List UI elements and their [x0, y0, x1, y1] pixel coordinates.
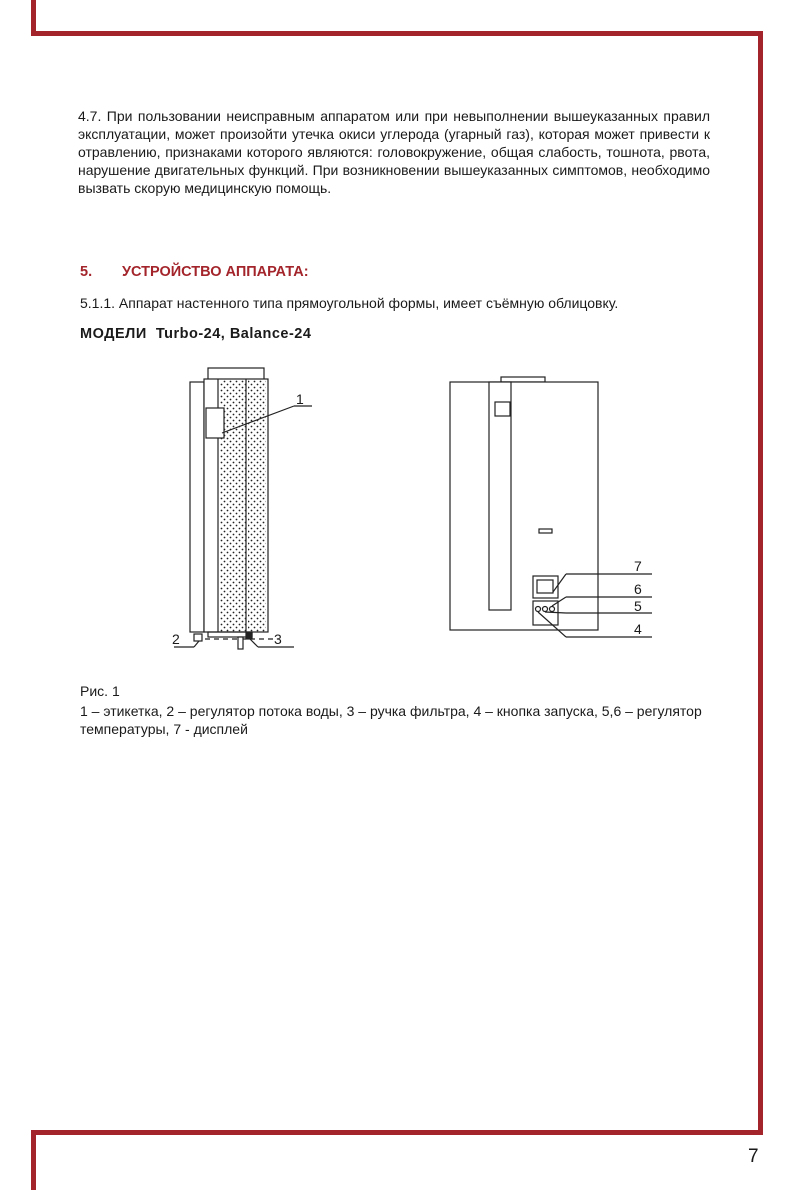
page-number: 7 [748, 1146, 759, 1167]
callout-7: 7 [634, 558, 642, 574]
label-sticker [206, 408, 224, 438]
section-title: УСТРОЙСТВО АППАРАТА: [122, 264, 309, 280]
callout-3: 3 [274, 631, 282, 647]
models-heading: МОДЕЛИ Turbo-24, Balance-24 [80, 326, 312, 342]
frame-border-bottom [31, 1130, 763, 1135]
figure-caption: 1 – этикетка, 2 – регулятор потока воды, 3 – ручка фильтра, 4 – кнопка запуска, 5,6 – регулятор температуры, 7 - дисплей [80, 703, 702, 737]
section-5-heading [80, 264, 309, 280]
front-view [450, 377, 652, 637]
callout-5: 5 [634, 598, 642, 614]
filter-handle [246, 633, 252, 639]
frame-border-right [758, 31, 763, 1135]
section-number: 5. [80, 264, 93, 280]
figure-1-drawing [160, 365, 660, 660]
callout-6: 6 [634, 581, 642, 597]
paragraph-5-1-1: 5.1.1. Аппарат настенного типа прямоугольной формы, имеет съёмную облицовку. [80, 295, 619, 311]
figure-label: Рис. 1 [80, 683, 120, 699]
paragraph-4-7: 4.7. При пользовании неисправным аппаратом или при невыполнении вышеуказанных правил эксплуатации, может произойти утечка окиси углерода (угарный газ), которая может привести к отравлению, признаками которого являются: головокружение, общая слабость, тошнота, рвота, нарушение двигательных функций. При возникновении вышеуказанных симптомов, необходимо вызвать скорую медицинскую помощь. [78, 108, 710, 196]
frame-border-top [31, 31, 763, 36]
callout-2: 2 [172, 631, 180, 647]
water-flow-regulator-knob [194, 634, 202, 641]
callout-1: 1 [296, 391, 304, 407]
side-view [174, 368, 312, 649]
callout-4: 4 [634, 621, 642, 637]
frame-border-bottom-left [31, 1130, 36, 1190]
